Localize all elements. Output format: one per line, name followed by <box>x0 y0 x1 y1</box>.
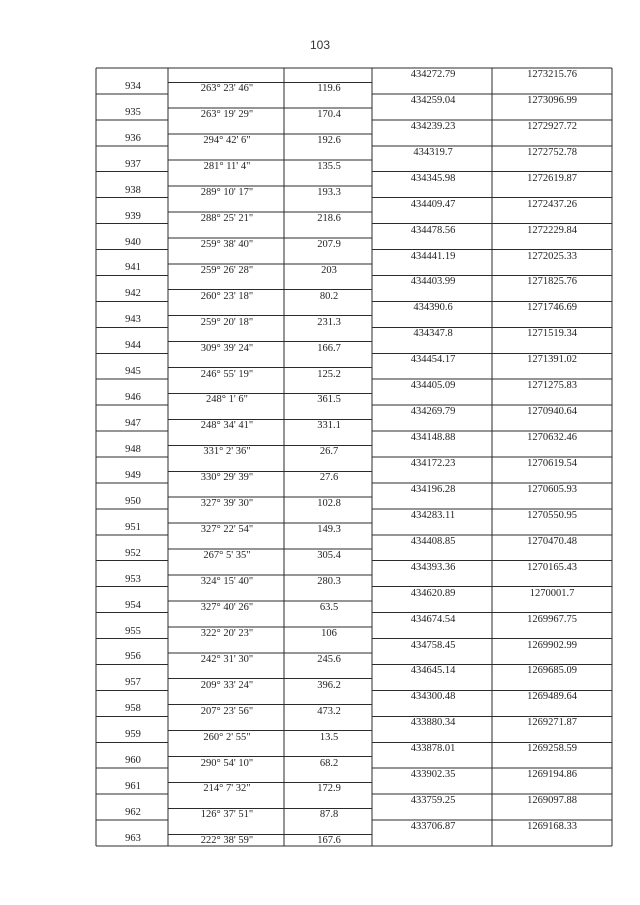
northing-value: 1271825.76 <box>527 276 577 288</box>
point-number: 949 <box>125 469 141 481</box>
easting-value: 434319.7 <box>413 146 453 158</box>
point-number: 954 <box>125 599 141 611</box>
northing-value: 1269194.86 <box>527 769 577 781</box>
point-number: 940 <box>125 236 141 248</box>
easting-value: 434390.6 <box>413 302 453 314</box>
bearing-value: 263° 19' 29" <box>200 109 254 121</box>
bearing-value: 294° 42' 6" <box>203 135 251 147</box>
distance-value: 68.2 <box>319 757 339 769</box>
easting-value: 434758.45 <box>410 639 456 651</box>
bearing-value: 259° 20' 18" <box>200 316 254 328</box>
easting-value: 433902.35 <box>410 769 456 781</box>
point-number: 934 <box>125 80 141 92</box>
northing-value: 1270632.46 <box>527 432 577 444</box>
point-number: 936 <box>125 132 141 144</box>
northing-value: 1272437.26 <box>527 198 577 210</box>
northing-value: 1272752.78 <box>527 146 577 158</box>
easting-value: 434272.79 <box>410 69 456 80</box>
northing-value: 1270001.7 <box>529 587 575 599</box>
easting-value: 434259.04 <box>410 94 456 106</box>
point-number: 961 <box>125 781 141 793</box>
northing-value: 1270165.43 <box>527 561 577 573</box>
bearing-value: 207° 23' 56" <box>200 705 254 717</box>
distance-value: 473.2 <box>317 705 341 717</box>
point-number: 959 <box>125 729 141 741</box>
northing-value: 1271519.34 <box>527 328 577 340</box>
easting-value: 434283.11 <box>410 509 456 521</box>
point-number: 937 <box>125 158 141 170</box>
easting-value: 434300.48 <box>410 691 456 703</box>
distance-value: 203 <box>321 264 337 276</box>
easting-value: 434454.17 <box>410 354 456 366</box>
northing-value: 1272025.33 <box>527 250 577 262</box>
point-number: 957 <box>125 677 141 689</box>
bearing-value: 327° 40' 26" <box>200 601 254 613</box>
distance-value: 245.6 <box>317 653 341 665</box>
distance-value: 207.9 <box>317 238 341 250</box>
bearing-value: 288° 25' 21" <box>200 212 254 224</box>
point-number: 944 <box>125 340 141 352</box>
distance-value: 193.3 <box>317 186 341 198</box>
distance-value: 149.3 <box>317 524 341 536</box>
point-number: 938 <box>125 184 141 196</box>
point-number: 953 <box>125 573 141 585</box>
distance-value: 26.7 <box>319 446 339 458</box>
northing-value: 1273096.99 <box>527 94 577 106</box>
bearing-value: 242° 31' 30" <box>200 653 254 665</box>
point-number: 963 <box>125 833 141 844</box>
point-number: 956 <box>125 651 141 663</box>
page-number: 103 <box>309 38 331 52</box>
northing-value: 1269097.88 <box>527 795 577 807</box>
point-number: 943 <box>125 314 141 326</box>
point-number: 947 <box>125 418 141 430</box>
distance-value: 170.4 <box>317 109 341 121</box>
point-number: 946 <box>125 392 141 404</box>
distance-value: 135.5 <box>317 161 341 173</box>
point-number: 941 <box>125 262 141 274</box>
easting-value: 434347.8 <box>413 328 453 340</box>
easting-value: 434409.47 <box>410 198 456 210</box>
easting-value: 434403.99 <box>410 276 456 288</box>
easting-value: 434645.14 <box>410 665 456 677</box>
easting-value: 434148.88 <box>410 432 456 444</box>
northing-value: 1272229.84 <box>527 224 577 236</box>
distance-value: 80.2 <box>319 290 339 302</box>
northing-value: 1269902.99 <box>527 639 577 651</box>
easting-value: 433706.87 <box>410 821 456 833</box>
distance-value: 87.8 <box>319 809 339 821</box>
northing-value: 1271391.02 <box>527 354 577 366</box>
distance-value: 13.5 <box>319 731 339 743</box>
point-number: 935 <box>125 106 141 118</box>
distance-value: 102.8 <box>317 498 341 510</box>
northing-value: 1270940.64 <box>527 406 577 418</box>
easting-value: 434620.89 <box>410 587 456 599</box>
bearing-value: 290° 54' 10" <box>200 757 254 769</box>
easting-value: 434269.79 <box>410 406 456 418</box>
bearing-value: 324° 15' 40" <box>200 575 254 587</box>
bearing-value: 259° 38' 40" <box>200 238 254 250</box>
bearing-value: 222° 38' 59" <box>200 835 254 847</box>
distance-value: 172.9 <box>317 783 341 795</box>
bearing-value: 214° 7' 32" <box>203 783 251 795</box>
point-number: 942 <box>125 288 141 300</box>
point-number: 958 <box>125 703 141 715</box>
point-number: 939 <box>125 210 141 222</box>
distance-value: 63.5 <box>319 601 339 613</box>
easting-value: 434345.98 <box>410 172 456 184</box>
point-number: 952 <box>125 547 141 559</box>
bearing-value: 330° 29' 39" <box>200 472 254 484</box>
easting-value: 434239.23 <box>410 120 456 132</box>
bearing-value: 331° 2' 36" <box>203 446 251 458</box>
bearing-value: 248° 34' 41" <box>200 420 254 432</box>
northing-value: 1273215.76 <box>527 69 577 80</box>
distance-value: 27.6 <box>319 472 339 484</box>
easting-value: 434408.85 <box>410 535 456 547</box>
northing-value: 1269489.64 <box>527 691 577 703</box>
distance-value: 125.2 <box>317 368 341 380</box>
distance-value: 280.3 <box>317 575 341 587</box>
easting-value: 433878.01 <box>410 743 456 755</box>
point-number: 951 <box>125 521 141 533</box>
bearing-value: 281° 11' 4" <box>203 161 251 173</box>
distance-value: 218.6 <box>317 212 341 224</box>
point-number: 945 <box>125 366 141 378</box>
distance-value: 231.3 <box>317 316 341 328</box>
easting-value: 433759.25 <box>410 795 456 807</box>
northing-value: 1271746.69 <box>527 302 577 314</box>
easting-value: 434674.54 <box>410 613 456 625</box>
bearing-value: 263° 23' 46" <box>200 83 254 95</box>
northing-value: 1269168.33 <box>527 821 577 833</box>
point-number: 960 <box>125 755 141 767</box>
distance-value: 361.5 <box>317 394 341 406</box>
easting-value: 434405.09 <box>410 380 456 392</box>
northing-value: 1272927.72 <box>527 120 577 132</box>
bearing-value: 267° 5' 35" <box>203 550 251 562</box>
bearing-value: 260° 23' 18" <box>200 290 254 302</box>
distance-value: 396.2 <box>317 679 341 691</box>
distance-value: 106 <box>321 627 337 639</box>
bearing-value: 126° 37' 51" <box>200 809 254 821</box>
easting-value: 434196.28 <box>410 483 456 495</box>
point-number: 962 <box>125 807 141 819</box>
bearing-value: 327° 22' 54" <box>200 524 254 536</box>
bearing-value: 246° 55' 19" <box>200 368 254 380</box>
bearing-value: 259° 26' 28" <box>200 264 254 276</box>
point-number: 955 <box>125 625 141 637</box>
northing-value: 1270470.48 <box>527 535 577 547</box>
easting-value: 433880.34 <box>410 717 456 729</box>
easting-value: 434172.23 <box>410 458 456 469</box>
northing-value: 1269685.09 <box>527 665 577 677</box>
distance-value: 119.6 <box>317 83 341 95</box>
distance-value: 166.7 <box>317 342 341 354</box>
distance-value: 331.1 <box>317 420 341 432</box>
bearing-value: 260° 2' 55" <box>203 731 251 743</box>
point-number: 950 <box>125 495 141 507</box>
point-number: 948 <box>125 444 141 455</box>
distance-value: 167.6 <box>317 835 341 847</box>
bearing-value: 248° 1' 6" <box>206 394 248 406</box>
easting-value: 434478.56 <box>410 224 456 236</box>
northing-value: 1269271.87 <box>527 717 577 729</box>
northing-value: 1269258.59 <box>527 743 577 755</box>
northing-value: 1269967.75 <box>527 613 577 625</box>
distance-value: 192.6 <box>317 135 341 147</box>
distance-value: 305.4 <box>317 550 341 562</box>
northing-value: 1270550.95 <box>527 509 577 521</box>
northing-value: 1272619.87 <box>527 172 577 184</box>
bearing-value: 327° 39' 30" <box>200 498 254 510</box>
easting-value: 434393.36 <box>410 561 456 573</box>
northing-value: 1270605.93 <box>527 483 577 495</box>
easting-value: 434441.19 <box>410 250 456 262</box>
bearing-value: 322° 20' 23" <box>200 627 254 639</box>
northing-value: 1271275.83 <box>527 380 577 392</box>
northing-value: 1270619.54 <box>527 458 577 469</box>
bearing-value: 209° 33' 24" <box>200 679 254 691</box>
bearing-value: 289° 10' 17" <box>200 186 254 198</box>
bearing-value: 309° 39' 24" <box>200 342 254 354</box>
